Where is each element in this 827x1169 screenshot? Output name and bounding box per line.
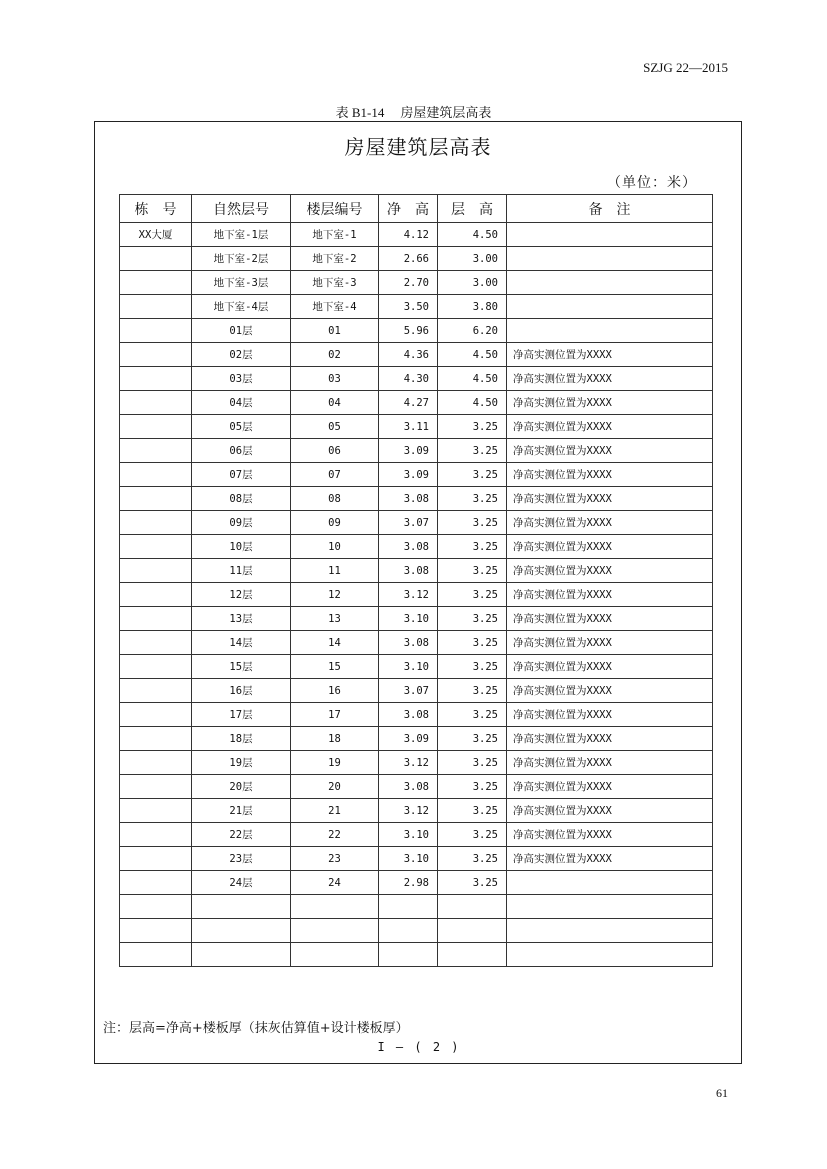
cell-floor: 13层 (192, 607, 291, 631)
footnote: 注：层高=净高+楼板厚（抹灰估算值+设计楼板厚） (103, 1021, 409, 1036)
table-row (120, 751, 713, 775)
cell-height: 3.25 (438, 511, 507, 535)
cell-code: 17 (291, 703, 379, 727)
cell-height (438, 943, 507, 967)
cell-building (120, 775, 192, 799)
cell-height: 4.50 (438, 367, 507, 391)
cell-floor: 23层 (192, 847, 291, 871)
cell-net: 3.08 (379, 703, 438, 727)
cell-net: 2.70 (379, 271, 438, 295)
cell-note: 净高实测位置为XXXX (507, 559, 713, 583)
cell-building (120, 727, 192, 751)
caption-title: 房屋建筑层高表 (400, 106, 492, 121)
cell-note (507, 247, 713, 271)
table-row (120, 679, 713, 703)
cell-height: 3.25 (438, 703, 507, 727)
cell-net: 3.10 (379, 847, 438, 871)
cell-code: 19 (291, 751, 379, 775)
cell-code: 01 (291, 319, 379, 343)
cell-net: 3.07 (379, 511, 438, 535)
cell-note (507, 943, 713, 967)
cell-note: 净高实测位置为XXXX (507, 823, 713, 847)
cell-floor (192, 895, 291, 919)
cell-note (507, 895, 713, 919)
table-row (120, 367, 713, 391)
cell-net: 2.66 (379, 247, 438, 271)
page-number: 61 (716, 1086, 728, 1100)
cell-height: 3.25 (438, 679, 507, 703)
cell-code: 16 (291, 679, 379, 703)
cell-note: 净高实测位置为XXXX (507, 655, 713, 679)
cell-height: 4.50 (438, 343, 507, 367)
cell-note (507, 223, 713, 247)
cell-code: 18 (291, 727, 379, 751)
cell-floor: 03层 (192, 367, 291, 391)
table-row (120, 823, 713, 847)
cell-height: 3.25 (438, 439, 507, 463)
cell-code (291, 895, 379, 919)
cell-building (120, 367, 192, 391)
cell-height: 3.80 (438, 295, 507, 319)
cell-code (291, 919, 379, 943)
cell-note: 净高实测位置为XXXX (507, 583, 713, 607)
cell-floor: 22层 (192, 823, 291, 847)
table-row (120, 487, 713, 511)
table-row (120, 871, 713, 895)
column-header: 楼层编号 (291, 195, 379, 223)
cell-floor: 01层 (192, 319, 291, 343)
cell-floor: 19层 (192, 751, 291, 775)
cell-building (120, 751, 192, 775)
cell-floor: 18层 (192, 727, 291, 751)
column-header: 层 高 (438, 195, 507, 223)
cell-building (120, 583, 192, 607)
table-row (120, 943, 713, 967)
table-row (120, 847, 713, 871)
cell-building (120, 439, 192, 463)
cell-height: 3.25 (438, 415, 507, 439)
table-row (120, 343, 713, 367)
table-row (120, 319, 713, 343)
cell-code: 地下室-2 (291, 247, 379, 271)
cell-height: 4.50 (438, 223, 507, 247)
table-row (120, 631, 713, 655)
cell-note: 净高实测位置为XXXX (507, 463, 713, 487)
cell-note: 净高实测位置为XXXX (507, 703, 713, 727)
table-header-row (120, 195, 713, 223)
form-page-code: I – ( 2 ) (377, 1040, 459, 1054)
table-row (120, 559, 713, 583)
cell-code: 11 (291, 559, 379, 583)
table-row (120, 463, 713, 487)
cell-code: 地下室-4 (291, 295, 379, 319)
cell-note: 净高实测位置为XXXX (507, 439, 713, 463)
cell-note: 净高实测位置为XXXX (507, 607, 713, 631)
cell-building (120, 247, 192, 271)
table-row (120, 535, 713, 559)
cell-building (120, 319, 192, 343)
cell-net: 3.10 (379, 607, 438, 631)
cell-height: 3.00 (438, 247, 507, 271)
cell-note: 净高实测位置为XXXX (507, 535, 713, 559)
cell-net: 2.98 (379, 871, 438, 895)
cell-note (507, 319, 713, 343)
cell-code: 10 (291, 535, 379, 559)
cell-building (120, 343, 192, 367)
cell-net: 3.08 (379, 631, 438, 655)
cell-building (120, 511, 192, 535)
form-title: 房屋建筑层高表 (344, 135, 492, 159)
cell-net: 3.09 (379, 727, 438, 751)
cell-note: 净高实测位置为XXXX (507, 487, 713, 511)
cell-net: 3.11 (379, 415, 438, 439)
table-row (120, 247, 713, 271)
cell-code: 03 (291, 367, 379, 391)
form-frame (94, 121, 742, 1064)
cell-note (507, 871, 713, 895)
unit-label: （单位：米） (607, 175, 697, 191)
table-row (120, 607, 713, 631)
cell-height: 3.25 (438, 799, 507, 823)
cell-building (120, 919, 192, 943)
table-row (120, 799, 713, 823)
cell-code: 12 (291, 583, 379, 607)
cell-floor: 09层 (192, 511, 291, 535)
cell-height: 3.25 (438, 535, 507, 559)
cell-code: 06 (291, 439, 379, 463)
cell-building (120, 823, 192, 847)
cell-building (120, 943, 192, 967)
table-row (120, 511, 713, 535)
cell-net: 5.96 (379, 319, 438, 343)
cell-floor: 16层 (192, 679, 291, 703)
cell-net: 3.12 (379, 583, 438, 607)
table-row (120, 391, 713, 415)
cell-height (438, 895, 507, 919)
cell-net: 3.09 (379, 463, 438, 487)
cell-net: 3.08 (379, 535, 438, 559)
cell-net: 4.36 (379, 343, 438, 367)
cell-note: 净高实测位置为XXXX (507, 343, 713, 367)
cell-building (120, 799, 192, 823)
cell-code: 07 (291, 463, 379, 487)
cell-net: 3.10 (379, 823, 438, 847)
cell-building (120, 535, 192, 559)
cell-height: 3.25 (438, 751, 507, 775)
cell-code: 23 (291, 847, 379, 871)
cell-height (438, 919, 507, 943)
table-row (120, 223, 713, 247)
cell-height: 3.25 (438, 823, 507, 847)
cell-floor: 04层 (192, 391, 291, 415)
cell-height: 3.25 (438, 463, 507, 487)
cell-height: 3.25 (438, 607, 507, 631)
cell-code: 02 (291, 343, 379, 367)
cell-building (120, 655, 192, 679)
cell-net (379, 943, 438, 967)
cell-code: 14 (291, 631, 379, 655)
cell-note: 净高实测位置为XXXX (507, 751, 713, 775)
table-row (120, 415, 713, 439)
standard-code: SZJG 22—2015 (643, 60, 728, 75)
cell-net: 3.50 (379, 295, 438, 319)
cell-code: 09 (291, 511, 379, 535)
cell-note: 净高实测位置为XXXX (507, 847, 713, 871)
cell-floor: 02层 (192, 343, 291, 367)
table-row (120, 655, 713, 679)
table-row (120, 775, 713, 799)
cell-floor: 地下室-1层 (192, 223, 291, 247)
cell-building (120, 847, 192, 871)
cell-net: 3.08 (379, 559, 438, 583)
cell-floor: 11层 (192, 559, 291, 583)
cell-height: 3.25 (438, 559, 507, 583)
cell-net: 4.30 (379, 367, 438, 391)
cell-net (379, 919, 438, 943)
table-row (120, 583, 713, 607)
cell-floor: 12层 (192, 583, 291, 607)
cell-note: 净高实测位置为XXXX (507, 391, 713, 415)
cell-net: 3.08 (379, 775, 438, 799)
cell-code: 21 (291, 799, 379, 823)
cell-code: 15 (291, 655, 379, 679)
cell-floor: 14层 (192, 631, 291, 655)
cell-note: 净高实测位置为XXXX (507, 679, 713, 703)
cell-floor: 10层 (192, 535, 291, 559)
cell-net: 4.12 (379, 223, 438, 247)
cell-code (291, 943, 379, 967)
column-header: 栋 号 (120, 195, 192, 223)
cell-building (120, 703, 192, 727)
cell-net: 3.07 (379, 679, 438, 703)
cell-net: 3.10 (379, 655, 438, 679)
cell-floor: 20层 (192, 775, 291, 799)
cell-note: 净高实测位置为XXXX (507, 775, 713, 799)
cell-building (120, 607, 192, 631)
cell-note: 净高实测位置为XXXX (507, 727, 713, 751)
table-row (120, 271, 713, 295)
cell-floor: 15层 (192, 655, 291, 679)
cell-floor: 地下室-4层 (192, 295, 291, 319)
cell-net (379, 895, 438, 919)
table-body (120, 223, 713, 967)
cell-floor: 地下室-3层 (192, 271, 291, 295)
cell-code: 04 (291, 391, 379, 415)
cell-net: 3.12 (379, 799, 438, 823)
cell-code: 05 (291, 415, 379, 439)
cell-building (120, 295, 192, 319)
cell-note: 净高实测位置为XXXX (507, 511, 713, 535)
cell-net: 3.12 (379, 751, 438, 775)
table-row (120, 727, 713, 751)
cell-floor: 17层 (192, 703, 291, 727)
cell-code: 20 (291, 775, 379, 799)
cell-net: 3.09 (379, 439, 438, 463)
cell-note: 净高实测位置为XXXX (507, 415, 713, 439)
table-row (120, 703, 713, 727)
cell-height: 3.00 (438, 271, 507, 295)
cell-height: 3.25 (438, 583, 507, 607)
column-header: 备 注 (507, 195, 713, 223)
cell-height: 3.25 (438, 871, 507, 895)
cell-floor: 06层 (192, 439, 291, 463)
cell-height: 3.25 (438, 631, 507, 655)
cell-code: 13 (291, 607, 379, 631)
cell-floor: 07层 (192, 463, 291, 487)
cell-building (120, 871, 192, 895)
cell-code: 地下室-1 (291, 223, 379, 247)
cell-building: XX大厦 (120, 223, 192, 247)
cell-building (120, 271, 192, 295)
cell-building (120, 391, 192, 415)
cell-building (120, 631, 192, 655)
cell-note: 净高实测位置为XXXX (507, 799, 713, 823)
cell-height: 3.25 (438, 775, 507, 799)
cell-note: 净高实测位置为XXXX (507, 631, 713, 655)
cell-code: 08 (291, 487, 379, 511)
column-header: 自然层号 (192, 195, 291, 223)
cell-height: 4.50 (438, 391, 507, 415)
cell-code: 24 (291, 871, 379, 895)
cell-note: 净高实测位置为XXXX (507, 367, 713, 391)
cell-floor (192, 919, 291, 943)
table-row (120, 895, 713, 919)
cell-height: 3.25 (438, 487, 507, 511)
table-row (120, 439, 713, 463)
cell-note (507, 271, 713, 295)
caption-number: 表 B1-14 (335, 105, 385, 120)
cell-code: 地下室-3 (291, 271, 379, 295)
cell-floor: 21层 (192, 799, 291, 823)
cell-floor: 24层 (192, 871, 291, 895)
cell-building (120, 895, 192, 919)
table-row (120, 295, 713, 319)
cell-building (120, 679, 192, 703)
cell-floor: 地下室-2层 (192, 247, 291, 271)
cell-floor (192, 943, 291, 967)
table-caption (0, 102, 827, 121)
cell-height: 6.20 (438, 319, 507, 343)
cell-note (507, 295, 713, 319)
cell-net: 4.27 (379, 391, 438, 415)
cell-net: 3.08 (379, 487, 438, 511)
cell-building (120, 415, 192, 439)
cell-height: 3.25 (438, 655, 507, 679)
cell-height: 3.25 (438, 847, 507, 871)
cell-building (120, 559, 192, 583)
cell-floor: 05层 (192, 415, 291, 439)
cell-code: 22 (291, 823, 379, 847)
cell-building (120, 487, 192, 511)
column-header: 净 高 (379, 195, 438, 223)
floor-height-table (119, 194, 713, 967)
cell-building (120, 463, 192, 487)
table-row (120, 919, 713, 943)
cell-height: 3.25 (438, 727, 507, 751)
cell-floor: 08层 (192, 487, 291, 511)
cell-note (507, 919, 713, 943)
